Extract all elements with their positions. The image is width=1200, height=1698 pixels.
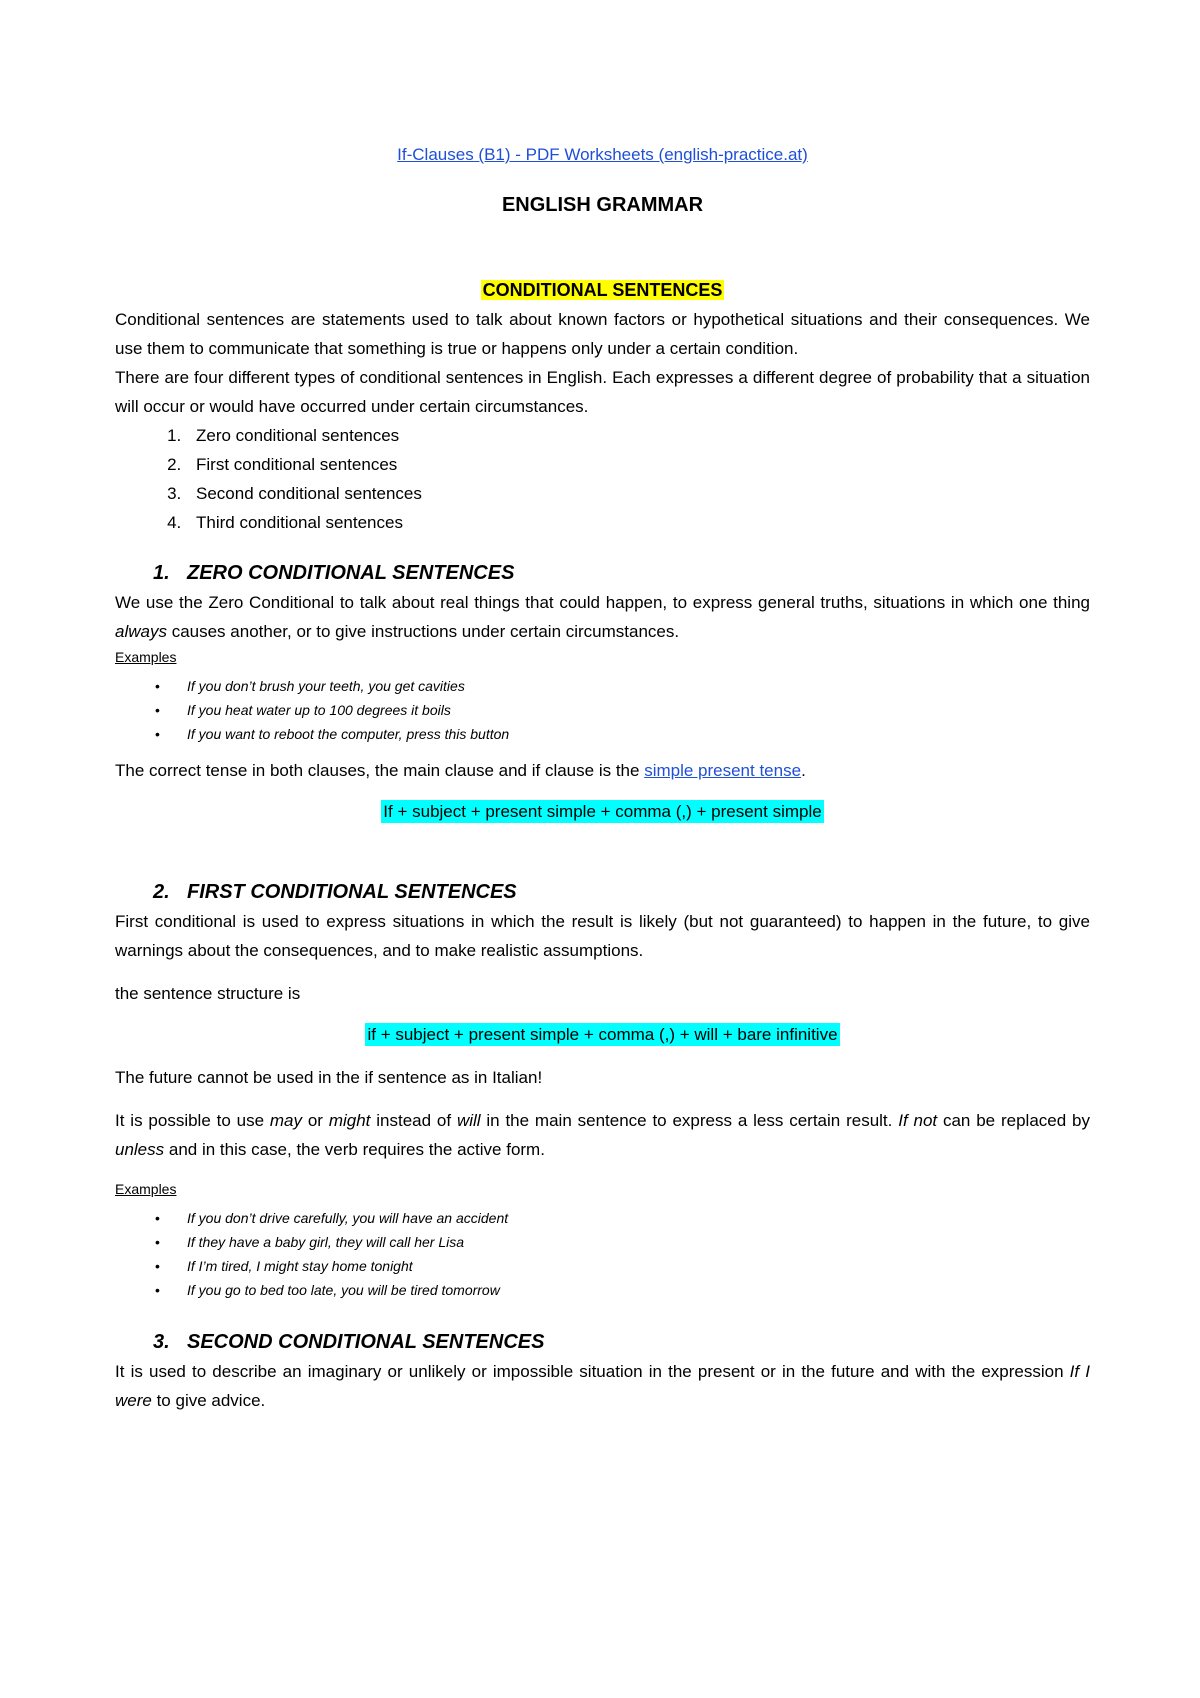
zero-formula: If + subject + present simple + comma (,) + present simple <box>383 802 822 821</box>
emphasis: might <box>328 1111 371 1130</box>
text-run: in the main sentence to express a less certain result. <box>480 1111 899 1130</box>
text-run: . <box>801 761 806 780</box>
list-item: • If they have a baby girl, they will call her Lisa <box>115 1230 1090 1254</box>
text-run: instead of <box>370 1111 457 1130</box>
list-item: 3. Second conditional sentences <box>186 479 1090 508</box>
text-run: causes another, or to give instructions under certain circumstances. <box>166 622 680 641</box>
list-item: 1. Zero conditional sentences <box>186 421 1090 450</box>
section-heading: CONDITIONAL SENTENCES <box>482 280 723 300</box>
emphasis: unless <box>115 1140 165 1159</box>
text-run: The correct tense in both clauses, the main clause and if clause is the <box>115 761 645 780</box>
list-item: • If you don’t brush your teeth, you get cavities <box>115 674 1090 698</box>
zero-formula-line <box>115 797 1090 826</box>
text-run: We use the Zero Conditional to talk about real things that could happen, to express general truths, situations in which one thing <box>115 593 1090 612</box>
first-description: First conditional is used to express situations in which the result is likely (but not guaranteed) to happen in the future, to give warnings about the consequences, and to make realistic assumptions. <box>115 912 1090 960</box>
section-heading-line <box>115 276 1090 305</box>
emphasis: If not <box>898 1111 938 1130</box>
heading-number: 2. <box>153 881 170 903</box>
first-formula: if + subject + present simple + comma (,) + will + bare infinitive <box>367 1025 838 1044</box>
emphasis: If I were <box>115 1362 1090 1410</box>
source-link[interactable]: If-Clauses (B1) - PDF Worksheets (english-practice.at) <box>397 145 808 164</box>
text-run: or <box>302 1111 329 1130</box>
heading-number: 3. <box>153 1331 170 1353</box>
intro-paragraph-2: There are four different types of conditional sentences in English. Each expresses a different degree of probability that a situation will occur or would have occurred under certain circumstances. <box>115 368 1090 416</box>
may-might-note <box>115 1106 1090 1164</box>
examples-list <box>115 674 1090 746</box>
list-item: • If you don’t drive carefully, you will have an accident <box>115 1206 1090 1230</box>
tense-note <box>115 756 1090 785</box>
text-run: and in this case, the verb requires the active form. <box>164 1140 545 1159</box>
list-item: 2. First conditional sentences <box>186 450 1090 479</box>
intro-paragraph-1: Conditional sentences are statements used to talk about known factors or hypothetical situations and their consequences. We use them to communicate that something is true or happens only under a certain condition. <box>115 310 1090 358</box>
examples-label: Examples <box>115 1181 177 1197</box>
heading-text: SECOND CONDITIONAL SENTENCES <box>187 1331 545 1353</box>
zero-heading <box>115 559 1090 588</box>
text-run: It is possible to use <box>115 1111 270 1130</box>
text-run: can be replaced by <box>937 1111 1090 1130</box>
structure-label: the sentence structure is <box>115 984 301 1003</box>
list-item: • If you heat water up to 100 degrees it boils <box>115 698 1090 722</box>
emphasis: always <box>115 622 167 641</box>
future-note: The future cannot be used in the if sentence as in Italian! <box>115 1068 543 1087</box>
second-heading <box>115 1328 1090 1357</box>
examples-list <box>115 1206 1090 1302</box>
emphasis: may <box>269 1111 303 1130</box>
list-item: • If you want to reboot the computer, press this button <box>115 722 1090 746</box>
heading-number: 1. <box>153 562 170 584</box>
types-list <box>115 421 1090 537</box>
text-run: to give advice. <box>151 1391 266 1410</box>
second-description <box>115 1357 1090 1415</box>
zero-description <box>115 588 1090 646</box>
source-link-line <box>115 140 1090 169</box>
list-item: • If I’m tired, I might stay home tonight <box>115 1254 1090 1278</box>
examples-label: Examples <box>115 649 177 665</box>
first-heading <box>115 878 1090 907</box>
text-run: It is used to describe an imaginary or unlikely or impossible situation in the present or in the future and with the expression <box>115 1362 1070 1381</box>
first-formula-line <box>115 1020 1090 1049</box>
list-item: 4. Third conditional sentences <box>186 508 1090 537</box>
emphasis: will <box>456 1111 481 1130</box>
list-item: • If you go to bed too late, you will be tired tomorrow <box>115 1278 1090 1302</box>
heading-text: ZERO CONDITIONAL SENTENCES <box>187 562 515 584</box>
heading-text: FIRST CONDITIONAL SENTENCES <box>187 881 517 903</box>
simple-present-link[interactable]: simple present tense <box>644 761 802 780</box>
document-title: ENGLISH GRAMMAR <box>501 194 704 216</box>
document-content <box>115 140 1090 1415</box>
